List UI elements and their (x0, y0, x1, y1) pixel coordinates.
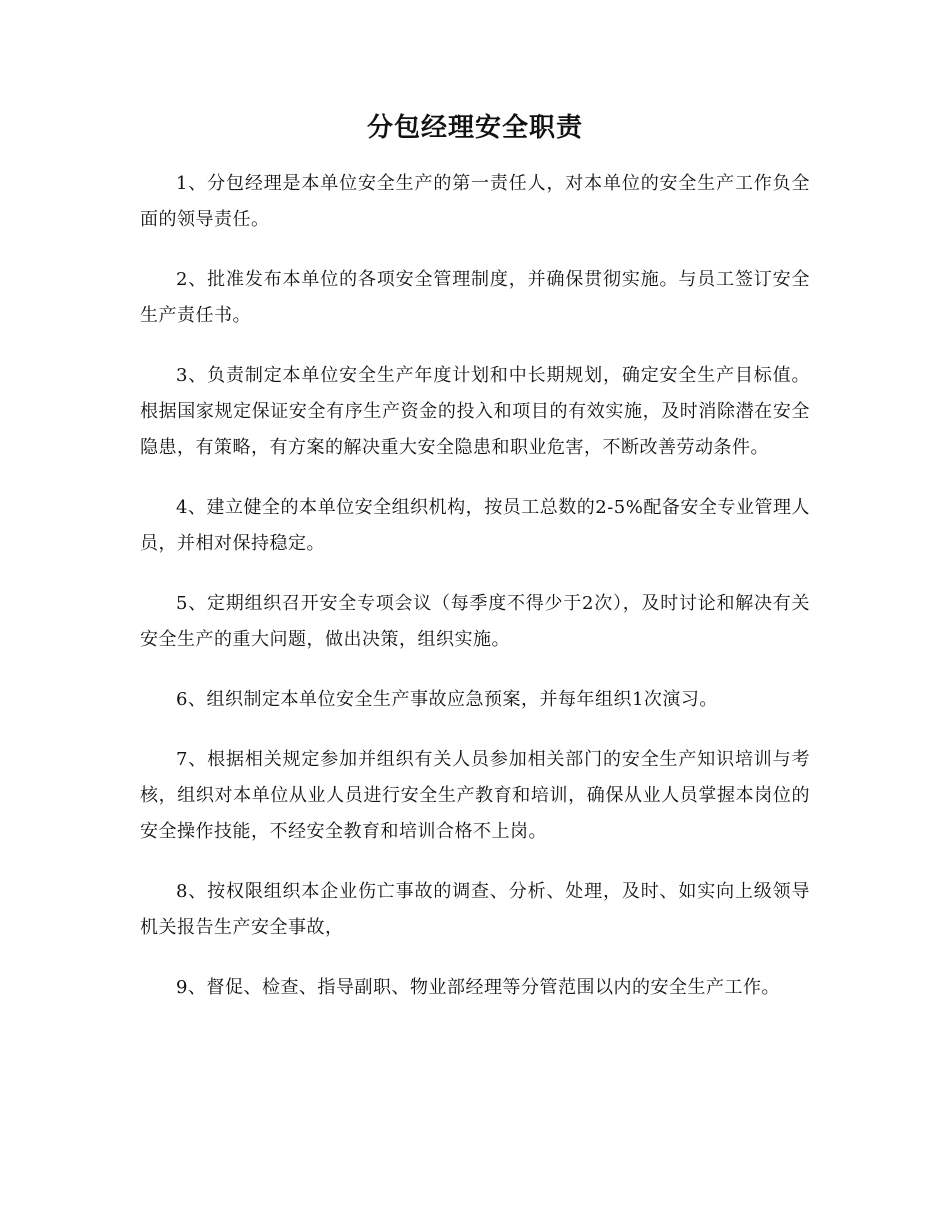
paragraph: 1、分包经理是本单位安全生产的第一责任人，对本单位的安全生产工作负全面的领导责任。 (140, 173, 810, 230)
paragraph: 9、督促、检查、指导副职、物业部经理等分管范围以内的安全生产工作。 (176, 977, 780, 998)
paragraph: 6、组织制定本单位安全生产事故应急预案，并每年组织1次演习。 (176, 689, 718, 710)
paragraph: 5、定期组织召开安全专项会议（每季度不得少于2次），及时讨论和解决有关安全生产的重大问题，做出决策，组织实施。 (140, 593, 810, 650)
paragraph: 2、批准发布本单位的各项安全管理制度，并确保贯彻实施。与员工签订安全生产责任书。 (140, 269, 810, 326)
paragraph: 3、负责制定本单位安全生产年度计划和中长期规划，确定安全生产目标值。根据国家规定保证安全有序生产资金的投入和项目的有效实施，及时消除潜在安全隐患，有策略，有方案的解决重大安全隐患和职业危害，不断改善劳动条件。 (140, 365, 810, 458)
document-title: 分包经理安全职责 (366, 113, 583, 143)
paragraph-list (140, 166, 810, 1006)
paragraph: 7、根据相关规定参加并组织有关人员参加相关部门的安全生产知识培训与考核，组织对本单位从业人员进行安全生产教育和培训，确保从业人员掌握本岗位的安全操作技能，不经安全教育和培训合格不上岗。 (140, 749, 810, 842)
paragraph: 4、建立健全的本单位安全组织机构，按员工总数的2-5%配备安全专业管理人员，并相对保持稳定。 (140, 497, 810, 554)
paragraph: 8、按权限组织本企业伤亡事故的调查、分析、处理，及时、如实向上级领导机关报告生产安全事故， (140, 881, 810, 938)
